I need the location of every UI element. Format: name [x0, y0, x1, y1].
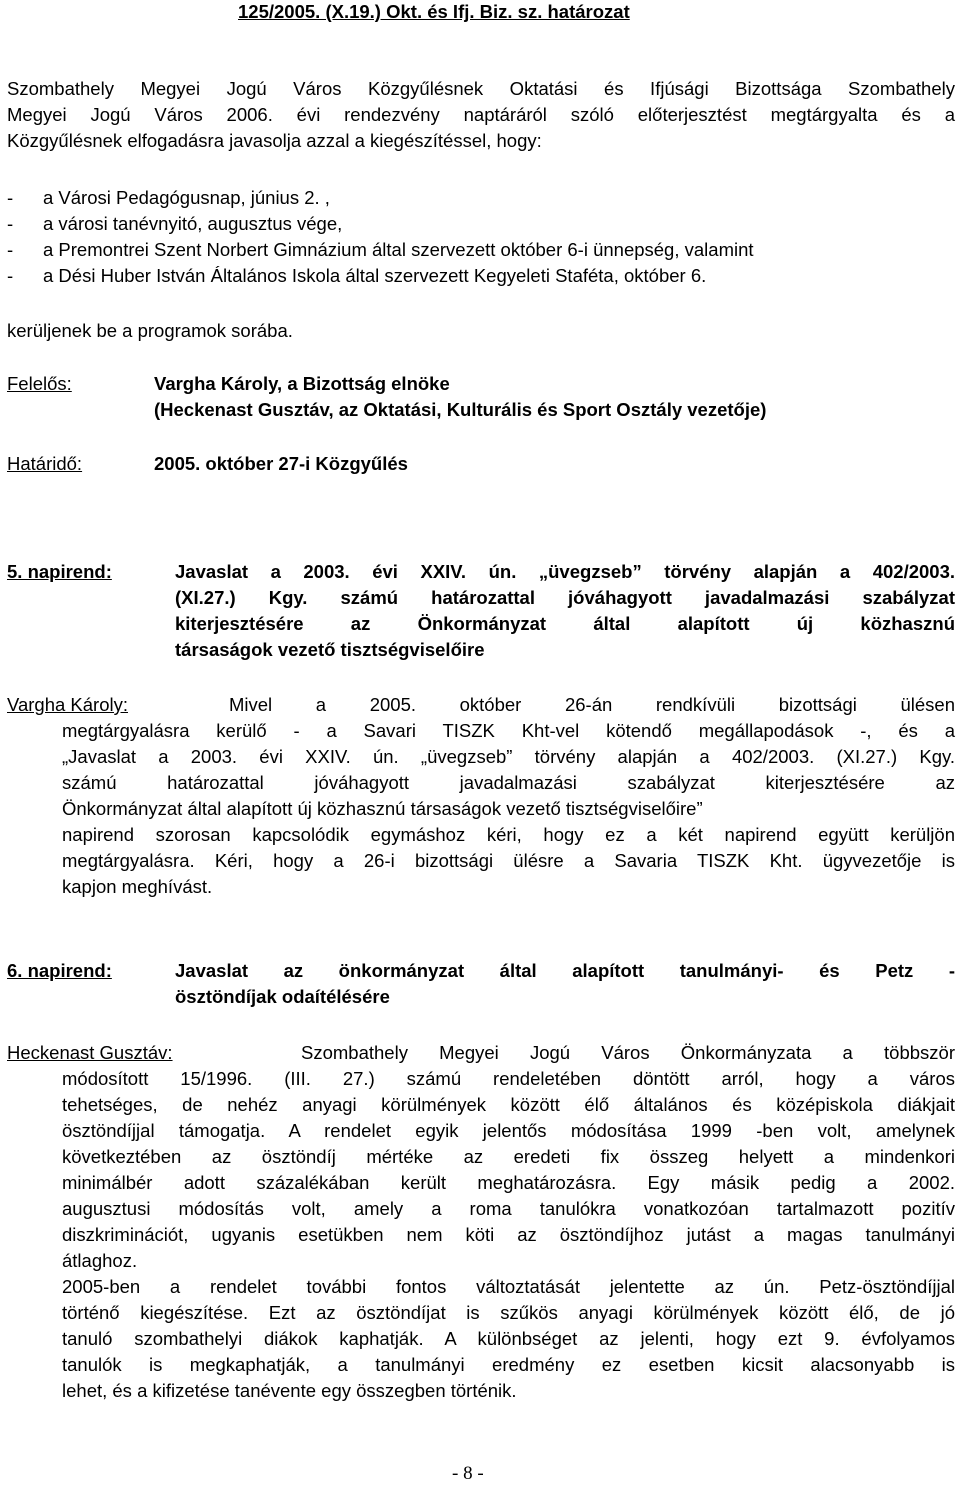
agenda-6-line: átlaghoz. — [62, 1250, 138, 1271]
deadline-value: 2005. október 27-i Közgyűlés — [154, 453, 408, 474]
intro-line-1: Szombathely Megyei Jogú Város Közgyűlésnek Oktatási és Ifjúsági Bizottsága Szombathely — [7, 78, 955, 99]
responsible-value: Vargha Károly, a Bizottság elnöke — [154, 373, 450, 394]
deadline-label: Határidő: — [7, 453, 83, 474]
agenda-5-line: megtárgyalásra. Kéri, hogy a 26-i bizottsági ülésre a Savaria TISZK Kht. ügyvezetője is — [62, 850, 955, 871]
agenda-5-line: megtárgyalásra kerülő - a Savari TISZK Kht-vel kötendő megállapodások -, és a — [62, 720, 955, 741]
agenda-6-line: tanuló szombathelyi diákok kaphatják. A különbséget az jelenti, hogy ezt 9. évfolyamos — [62, 1328, 955, 1349]
agenda-6-line: tanulók is megkaphatják, a tanulmányi eredmény ez esetben kicsit alacsonyabb is — [62, 1354, 955, 1375]
agenda-6-line: következtében az ösztöndíj mértéke az eredeti fix összeg helyett a mindenkori — [62, 1146, 955, 1167]
agenda-6-line: ösztöndíjjal támogatja. A rendelet egyik jelentős módosítása 1999 -ben volt, amelynek — [62, 1120, 955, 1141]
agenda-6-line: diszkriminációt, ugyanis esetükben nem köti az ösztöndíjhoz jutást a magas tanulmányi — [62, 1224, 955, 1245]
list-bullet: - — [7, 265, 14, 286]
intro-line-3: Közgyűlésnek elfogadásra javasolja azzal a kiegészítéssel, hogy: — [7, 130, 542, 151]
agenda-6-line: 2005-ben a rendelet további fontos változtatását jelentette az ún. Petz-ösztöndíjjal — [62, 1276, 955, 1297]
responsible-label: Felelős: — [7, 373, 72, 394]
list-item: a Premontrei Szent Norbert Gimnázium által szervezett október 6-i ünnepség, valamint — [43, 239, 754, 260]
agenda-5-title-line: (XI.27.) Kgy. számú határozattal jóváhagyott javadalmazási szabályzat — [175, 587, 955, 608]
list-item: a városi tanévnyitó, augusztus vége, — [43, 213, 343, 234]
agenda-6-line: történő kiegészítése. Ezt az ösztöndíjat is szűkös anyagi körülmények között élő, de jó — [62, 1302, 955, 1323]
intro-line-2: Megyei Jogú Város 2006. évi rendezvény naptáráról szóló előterjesztést megtárgyalta és a — [7, 104, 955, 125]
agenda-6-line: augusztusi módosítás volt, amely a roma tanulókra vonatkozóan tartalmazott pozitív — [62, 1198, 955, 1219]
list-item: a Dési Huber István Általános Iskola által szervezett Kegyeleti Staféta, október 6. — [43, 265, 707, 286]
responsible-value-secondary: (Heckenast Gusztáv, az Oktatási, Kulturális és Sport Osztály vezetője) — [154, 399, 767, 420]
agenda-5-line: napirend szorosan kapcsolódik egymáshoz kéri, hogy ez a két napirend együtt kerüljön — [62, 824, 955, 845]
agenda-6-title-line: ösztöndíjak odaítélésére — [175, 986, 390, 1007]
list-bullet: - — [7, 213, 14, 234]
agenda-5-line: Önkormányzat által alapított új közhasznú társaságok vezető tisztségviselőire” — [62, 798, 703, 819]
agenda-6-line: minimálbér adott százalékában került meghatározásra. Egy másik pedig a 2002. — [62, 1172, 955, 1193]
agenda-5-speaker: Vargha Károly: — [7, 694, 128, 715]
page-number: - 8 - — [452, 1463, 484, 1484]
agenda-6-label: 6. napirend: — [7, 960, 112, 981]
agenda-5-line: „Javaslat a 2003. évi XXIV. ún. „üvegzseb” törvény alapján a 402/2003. (XI.27.) Kgy. — [62, 746, 955, 767]
agenda-5-title-line: kiterjesztésére az Önkormányzat által alapított új közhasznú — [175, 613, 955, 634]
agenda-6-line: módosított 15/1996. (III. 27.) számú rendeletében döntött arról, hogy a város — [62, 1068, 955, 1089]
agenda-6-line: tehetséges, de nehéz anyagi körülmények között élő általános és középiskola diákjait — [62, 1094, 955, 1115]
closing-sentence: kerüljenek be a programok sorába. — [7, 320, 293, 341]
agenda-6-speaker: Heckenast Gusztáv: — [7, 1042, 173, 1063]
agenda-5-first-line: Mivel a 2005. október 26-án rendkívüli bizottsági ülésen — [229, 694, 955, 715]
resolution-title: 125/2005. (X.19.) Okt. és Ifj. Biz. sz. határozat — [238, 1, 630, 22]
agenda-5-line: kapjon meghívást. — [62, 876, 213, 897]
agenda-6-line: lehet, és a kifizetése tanévente egy összegben történik. — [62, 1380, 517, 1401]
agenda-5-title-line: társaságok vezető tisztségviselőire — [175, 639, 485, 660]
agenda-5-line: számú határozattal jóváhagyott javadalmazási szabályzat kiterjesztésére az — [62, 772, 955, 793]
agenda-5-title-line: Javaslat a 2003. évi XXIV. ún. „üvegzseb” törvény alapján a 402/2003. — [175, 561, 955, 582]
list-item: a Városi Pedagógusnap, június 2. , — [43, 187, 330, 208]
agenda-6-first-line: Szombathely Megyei Jogú Város Önkormányzata a többször — [301, 1042, 955, 1063]
list-bullet: - — [7, 187, 14, 208]
agenda-5-label: 5. napirend: — [7, 561, 112, 582]
agenda-6-title-line: Javaslat az önkormányzat által alapított tanulmányi- és Petz - — [175, 960, 955, 981]
list-bullet: - — [7, 239, 14, 260]
